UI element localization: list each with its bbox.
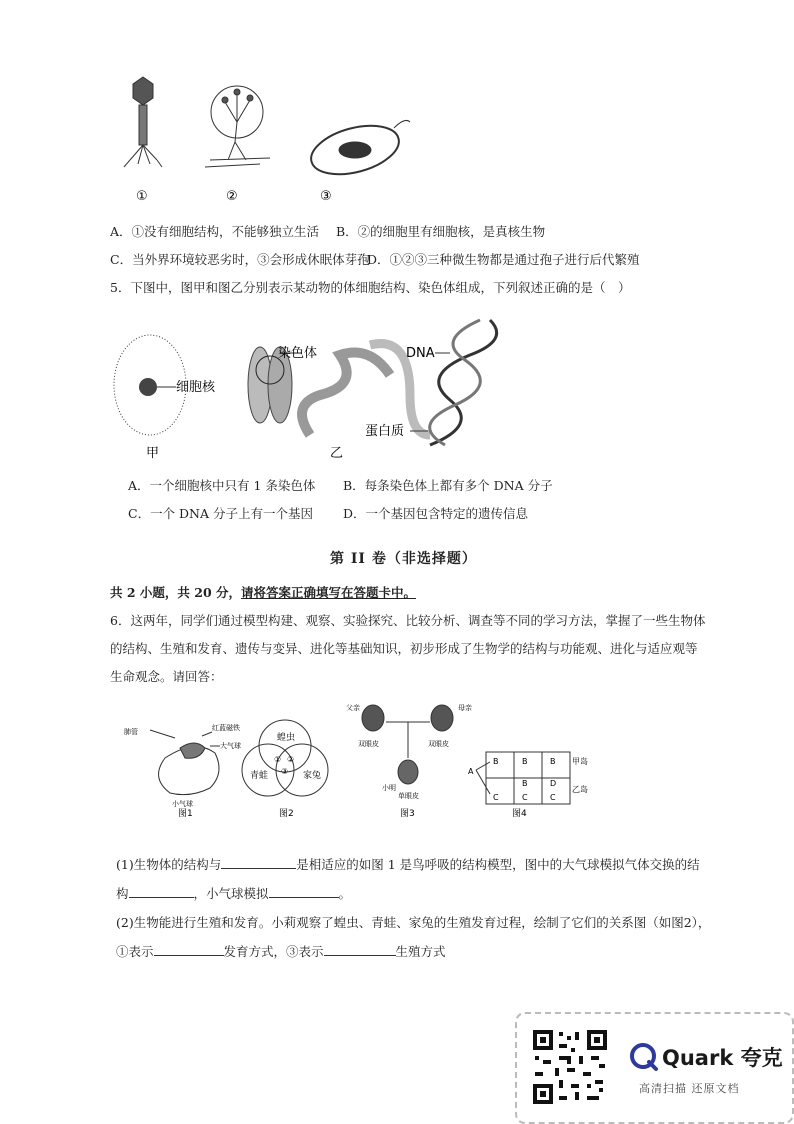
answer-blank-development[interactable] [154,955,224,956]
fig4-label-a: A [468,767,474,776]
fig2-label-2: ② [287,755,295,764]
microbe-figure [110,72,430,207]
microbe-label-3: ③ [320,189,332,204]
fig4-label-island-jia: 甲岛 [572,757,588,766]
chromosome-figure-svg [110,315,610,465]
quark-watermark [515,1012,794,1124]
answer-blank-structure[interactable] [221,868,296,869]
fig2-caption: 图2 [279,809,294,819]
fig3-label-child-trait: 单眼皮 [398,792,419,800]
fig1-label-small-balloon: 小气球 [172,800,193,808]
chromosome-drawing [248,344,430,435]
fig2-label-1: ① [274,755,282,764]
fig4-label-island-yi: 乙岛 [572,785,588,794]
q5-option-c: C．一个 DNA 分子上有一个基因 [128,506,313,521]
microbe-label-2: ② [226,189,238,204]
fig1-drawing [150,730,220,795]
q6-p1-e: 。 [338,886,352,901]
answer-blank-small-balloon[interactable] [269,897,339,898]
label-dna: DNA [406,346,435,361]
q6-p1-b: 是相适应的如图 1 是鸟呼吸的结构模型，图中的大气球模拟气体交换的结 [296,857,700,872]
fig2-label-3: ③ [281,767,289,776]
q5-option-b: B．每条染色体上都有多个 DNA 分子 [343,478,553,493]
fig4-label-b3: B [550,757,556,766]
fig3-label-father-trait: 双眼皮 [358,740,379,748]
quark-logo-icon [629,1042,659,1072]
dna-helix-drawing [430,320,497,445]
cell-chromosome-figure [110,315,610,465]
fig2-venn [242,720,328,796]
quark-slogan: 高清扫描 还原文档 [639,1082,740,1095]
q6-part1-line1 [116,855,700,873]
q6-p1-a: (1)生物体的结构与 [116,857,222,872]
q4-option-d: D．①②③三种微生物都是通过孢子进行后代繁殖 [367,252,640,267]
q4-option-c: C．当外界环境较恶劣时，③会形成休眠体芽孢 [110,252,370,267]
fig3-label-mother: 母亲 [458,704,472,712]
fig3-label-child: 小明 [382,784,396,792]
label-protein: 蛋白质 [365,424,405,439]
section2-instruction-pre: 共 2 小题，共 20 分， [110,585,242,600]
fig3-label-mother-trait: 双眼皮 [428,740,449,748]
fig2-label-locust: 蝗虫 [277,733,296,743]
microbe-drawings [110,72,430,207]
q6-p1-d: ，小气球模拟 [193,886,269,901]
fig4-label-c2: C [522,793,528,802]
fig4-label-c1: C [493,793,499,802]
fig4-label-d: D [550,779,557,788]
quark-brand: Quark 夸克 [662,1046,783,1070]
fig4-label-b2: B [522,757,528,766]
q6-line1: 6．这两年，同学们通过模型构建、观察、实验探究、比较分析、调查等不同的学习方法，掌握了一些生物体 [110,613,706,628]
microbe-label-1: ① [136,189,148,204]
q5-stem: 5．下图中，图甲和图乙分别表示某动物的体细胞结构、染色体组成，下列叙述正确的是（ ） [110,280,631,295]
q6-p1-c: 构 [116,886,129,901]
q6-p2-a: (2)生物能进行生殖和发育。小莉观察了蝗虫、青蛙、家兔的生殖发育过程，绘制了它们的关系图（如图2）， [116,915,711,930]
fig1-label-magnet: 红蓝磁铁 [212,724,240,732]
q6-figures-svg [120,698,610,823]
fig3-label-father: 父亲 [346,704,360,712]
answer-blank-reproduction[interactable] [324,955,396,956]
q6-line3: 生命观念。请回答： [110,669,223,684]
fig1-caption: 图1 [178,809,193,819]
section2-instruction [110,583,416,601]
mold-drawing [205,86,270,167]
section2-instruction-emph: 请将答案正确填写在答题卡中。 [241,585,417,600]
nucleus-shape [139,378,157,396]
fig2-label-frog: 青蛙 [250,771,269,781]
label-yi: 乙 [330,446,344,461]
q4-option-a: A．①没有细胞结构，不能够独立生活 [110,224,320,239]
fig2-label-rabbit: 家兔 [303,771,322,781]
q6-figures [120,698,610,823]
fig3-caption: 图3 [400,809,415,819]
fig4-label-b4: B [522,779,528,788]
fig1-label-big-balloon: 大气球 [220,742,241,750]
label-chromosome: 染色体 [278,346,318,361]
fig1-label-trachea: 肺管 [124,728,138,736]
q5-option-d: D．一个基因包含特定的遗传信息 [343,506,529,521]
q6-p2-c: 发育方式，③表示 [223,944,324,959]
fig4-label-c3: C [550,793,556,802]
q6-p2-b: ①表示 [116,944,154,959]
fig4-caption: 图4 [512,809,527,819]
bacterium-drawing [306,117,410,183]
q6-line2: 的结构、生殖和发育、遗传与变异、进化等基础知识，初步形成了生物学的结构与功能观、进化与适应观等 [110,641,698,656]
q6-p2-d: 生殖方式 [395,944,446,959]
label-nucleus: 细胞核 [176,380,216,395]
q6-part2-line2 [116,942,446,960]
fig4-label-b1: B [493,757,499,766]
q4-option-b: B．②的细胞里有细胞核，是真核生物 [336,224,546,239]
q5-option-a: A．一个细胞核中只有 1 条染色体 [128,478,316,493]
q6-part1-line2 [116,884,351,902]
answer-blank-big-balloon[interactable] [129,897,194,898]
phage-drawing [124,77,162,167]
label-jia: 甲 [146,446,160,461]
qr-code-icon [531,1028,609,1106]
section2-title: 第 II 卷（非选择题） [330,551,477,567]
